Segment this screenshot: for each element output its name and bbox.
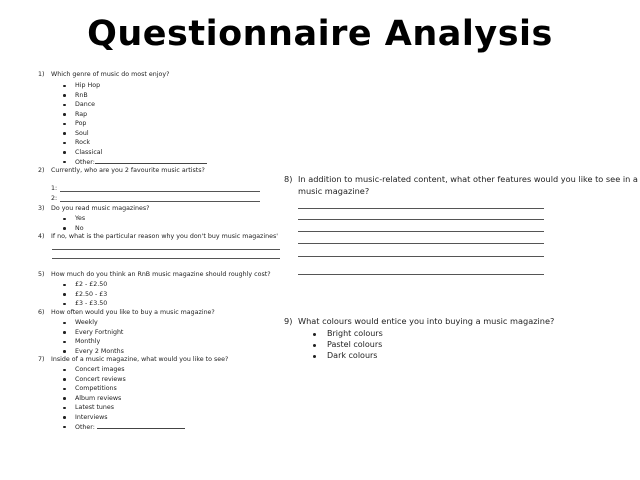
option-dark-colours[interactable]: Dark colours — [313, 350, 383, 361]
option-price-1[interactable]: £2 - £2.50 — [63, 280, 107, 290]
answer-2-label: 2: — [51, 195, 58, 202]
option-monthly[interactable]: Monthly — [63, 337, 124, 347]
option-weekly[interactable]: Weekly — [63, 318, 124, 328]
option-competitions[interactable]: Competitions — [63, 384, 185, 394]
question-text: If no, what is the particular reason why you don't buy music magazines' — [51, 233, 278, 240]
question-text: How often would you like to buy a music magazine? — [51, 309, 215, 316]
question-number: 8) — [284, 174, 293, 184]
reason-line-1[interactable] — [52, 249, 280, 250]
option-concert-reviews[interactable]: Concert reviews — [63, 375, 185, 385]
question-9 — [284, 316, 554, 328]
option-classical[interactable]: Classical — [63, 148, 207, 158]
question-number: 9) — [284, 316, 293, 326]
question-number: 5) — [38, 271, 45, 278]
option-concert-images[interactable]: Concert images — [63, 365, 185, 375]
question-text: Do you read music magazines? — [51, 205, 150, 212]
question-text: Which genre of music do most enjoy? — [51, 71, 170, 78]
question-text: How much do you think an RnB music magazine should roughly cost? — [51, 271, 271, 278]
question-text-line-1: In addition to music-related content, what other features would you like to see in a — [298, 174, 638, 184]
question-1 — [38, 71, 169, 79]
option-other-label: Other: — [75, 159, 95, 166]
question-number: 3) — [38, 205, 45, 212]
other-answer-line[interactable] — [95, 157, 207, 164]
option-interviews[interactable]: Interviews — [63, 413, 185, 423]
option-other[interactable] — [63, 157, 207, 167]
question-2 — [38, 167, 205, 175]
question-5 — [38, 271, 271, 279]
option-other-label: Other: — [75, 424, 95, 431]
option-every-fortnight[interactable]: Every Fortnight — [63, 328, 124, 338]
features-line-4[interactable] — [298, 243, 544, 244]
answer-2-line[interactable] — [60, 201, 260, 202]
question-4 — [38, 233, 278, 241]
features-line-2[interactable] — [298, 219, 544, 220]
features-line-6[interactable] — [298, 274, 544, 275]
option-no[interactable]: No — [63, 224, 85, 234]
answer-1-label: 1: — [51, 185, 58, 192]
question-5-options — [63, 280, 107, 309]
question-7-options — [63, 365, 185, 432]
option-latest-tunes[interactable]: Latest tunes — [63, 403, 185, 413]
option-price-3[interactable]: £3 - £3.50 — [63, 299, 107, 309]
option-soul[interactable]: Soul — [63, 129, 207, 139]
option-other[interactable] — [63, 422, 185, 432]
option-every-2-months[interactable]: Every 2 Months — [63, 347, 124, 357]
page-title: Questionnaire Analysis — [87, 14, 553, 54]
question-number: 2) — [38, 167, 45, 174]
question-1-options — [63, 81, 207, 167]
question-number: 1) — [38, 71, 45, 78]
other-answer-line[interactable] — [97, 422, 185, 429]
option-yes[interactable]: Yes — [63, 214, 85, 224]
question-3 — [38, 205, 149, 213]
question-3-options — [63, 214, 85, 233]
option-pop[interactable]: Pop — [63, 119, 207, 129]
reason-line-2[interactable] — [52, 258, 280, 259]
option-rap[interactable]: Rap — [63, 110, 207, 120]
question-number: 6) — [38, 309, 45, 316]
option-pastel-colours[interactable]: Pastel colours — [313, 339, 383, 350]
question-text: Currently, who are you 2 favourite music artists? — [51, 167, 205, 174]
question-9-options — [313, 328, 383, 361]
question-7 — [38, 356, 228, 364]
question-text: Inside of a music magazine, what would you like to see? — [51, 356, 229, 363]
question-number: 7) — [38, 356, 45, 363]
option-dance[interactable]: Dance — [63, 100, 207, 110]
features-line-5[interactable] — [298, 256, 544, 257]
features-line-3[interactable] — [298, 231, 544, 232]
option-rnb[interactable]: RnB — [63, 91, 207, 101]
option-hip-hop[interactable]: Hip Hop — [63, 81, 207, 91]
features-line-1[interactable] — [298, 208, 544, 209]
answer-1-line[interactable] — [60, 191, 260, 192]
question-text-line-2: music magazine? — [298, 185, 370, 196]
question-8 — [284, 174, 638, 197]
option-bright-colours[interactable]: Bright colours — [313, 328, 383, 339]
question-text: What colours would entice you into buying a music magazine? — [298, 316, 555, 326]
option-rock[interactable]: Rock — [63, 138, 207, 148]
question-6-options — [63, 318, 124, 356]
question-number: 4) — [38, 233, 45, 240]
question-6 — [38, 309, 215, 317]
option-price-2[interactable]: £2.50 - £3 — [63, 290, 107, 300]
option-album-reviews[interactable]: Album reviews — [63, 394, 185, 404]
